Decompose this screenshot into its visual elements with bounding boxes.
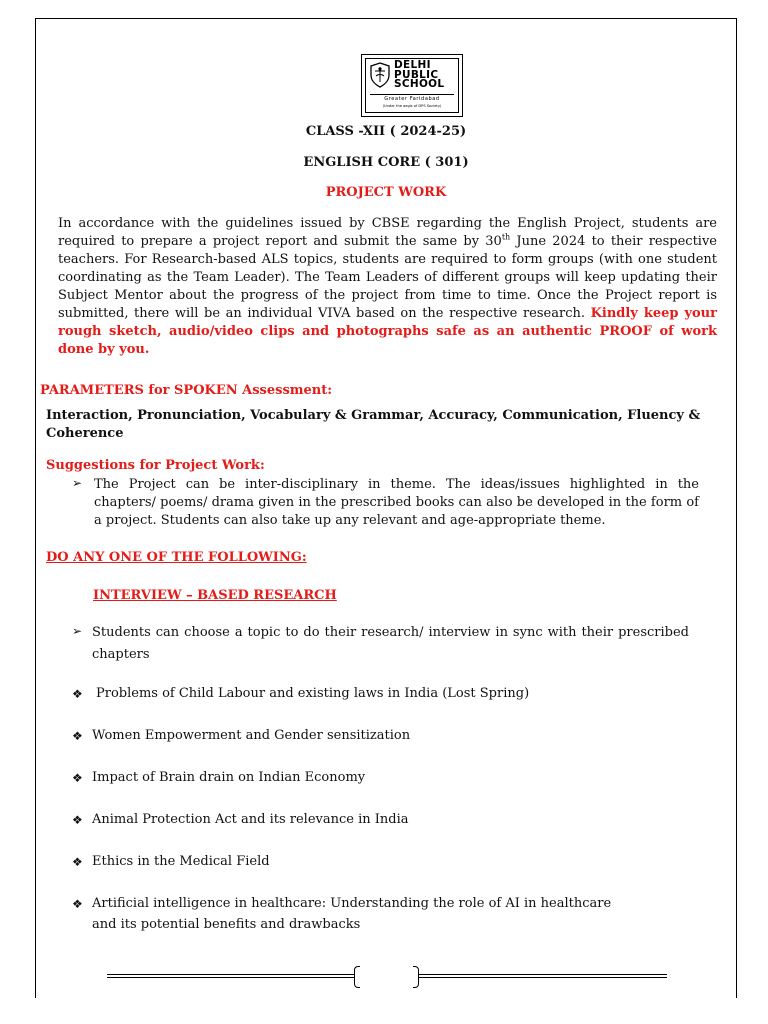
footer-line-right bbox=[419, 974, 667, 975]
logo-line-1: DELHI bbox=[394, 59, 431, 71]
intro-paragraph bbox=[58, 215, 717, 359]
logo-line-3: SCHOOL bbox=[394, 78, 445, 90]
topic-item: Artificial intelligence in healthcare: Understanding the role of AI in healthcare bbox=[92, 896, 612, 911]
logo-school-name bbox=[394, 61, 456, 90]
intro-emphasis: Kindly keep your rough sketch, audio/video clips and photographs safe as an authentic PROOF of work done by you. bbox=[58, 306, 717, 357]
footer-line-left-2 bbox=[107, 977, 355, 978]
parameters-heading: PARAMETERS for SPOKEN Assessment: bbox=[40, 383, 333, 398]
logo-aegis: (Under the aegis of DPS Society) bbox=[382, 104, 442, 108]
diamond-bullet-icon: ❖ bbox=[72, 729, 83, 743]
topic-item: Impact of Brain drain on Indian Economy bbox=[92, 770, 366, 785]
diamond-bullet-icon: ❖ bbox=[72, 771, 83, 785]
logo-line-2: PUBLIC bbox=[394, 68, 439, 81]
research-intro: Students can choose a topic to do their research/ interview in sync with their prescribed chapters bbox=[92, 625, 689, 662]
footer-line-left bbox=[107, 974, 355, 975]
suggestions-heading: Suggestions for Project Work: bbox=[46, 458, 265, 473]
diamond-bullet-icon: ❖ bbox=[72, 855, 83, 869]
footer-line-right-2 bbox=[419, 977, 667, 978]
topic-item: Animal Protection Act and its relevance in India bbox=[92, 812, 409, 827]
class-heading: CLASS -XII ( 2024-25) bbox=[305, 124, 467, 139]
parameters-text: Interaction, Pronunciation, Vocabulary & Grammar, Accuracy, Communication, Fluency & Coherence bbox=[46, 408, 701, 441]
logo-location: Greater Faridabad bbox=[370, 94, 454, 102]
diamond-bullet-icon: ❖ bbox=[72, 897, 83, 911]
intro-text-1: In accordance with the guidelines issued by CBSE regarding the English Project, students are required to prepare a project report and submit the same by 30 bbox=[58, 216, 717, 249]
diamond-bullet-icon: ❖ bbox=[72, 687, 83, 701]
research-heading: INTERVIEW – BASED RESEARCH bbox=[93, 588, 337, 603]
intro-superscript: th bbox=[501, 232, 511, 242]
diamond-bullet-icon: ❖ bbox=[72, 813, 83, 827]
footer-bracket-left bbox=[354, 966, 360, 988]
school-logo bbox=[361, 54, 463, 117]
intro-text-2: June 2024 to their respective teachers. For Research-based ALS topics, students are required to form groups (with one student coordinating as the Team Leader). The Team Leaders of different groups will keep updating their Subject Mentor about the progress of the project from time to time. Once the Project report is submitted, there will be an individual VIVA based on the respective research. bbox=[58, 234, 717, 321]
arrow-bullet-icon: ➢ bbox=[72, 624, 83, 638]
arrow-bullet-icon: ➢ bbox=[72, 476, 83, 490]
suggestions-text: The Project can be inter-disciplinary in theme. The ideas/issues highlighted in the chapters/ poems/ drama given in the prescribed books can also be developed in the form of a project. Students can also take up any relevant and age-appropriate theme. bbox=[94, 477, 699, 528]
topic-item: Women Empowerment and Gender sensitization bbox=[92, 728, 411, 743]
topic-item: Ethics in the Medical Field bbox=[92, 854, 270, 869]
topic-item-continuation: and its potential benefits and drawbacks bbox=[92, 917, 361, 932]
topic-item: Problems of Child Labour and existing laws in India (Lost Spring) bbox=[96, 686, 530, 701]
project-work-title: PROJECT WORK bbox=[325, 185, 447, 200]
choice-heading: DO ANY ONE OF THE FOLLOWING: bbox=[46, 550, 307, 565]
subject-heading: ENGLISH CORE ( 301) bbox=[303, 155, 469, 170]
school-emblem-icon bbox=[369, 62, 391, 88]
